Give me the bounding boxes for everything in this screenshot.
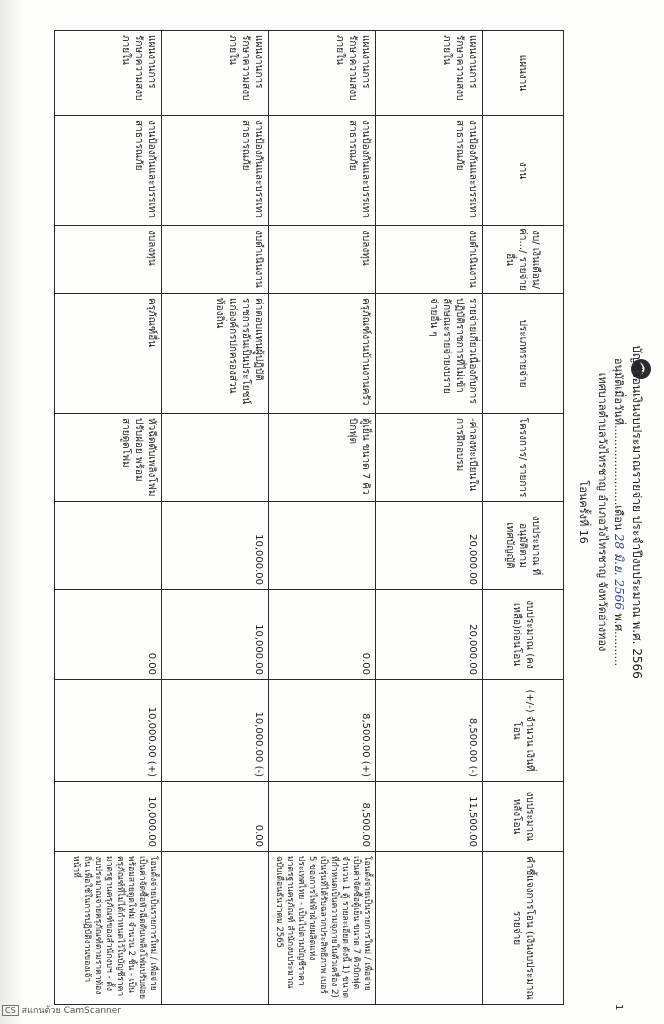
cell-transfer: 8,500.00 (-) — [376, 680, 483, 782]
cell-note — [376, 852, 483, 1005]
cell-budget-type: งบดำเนินงาน — [376, 226, 483, 294]
cell-after: 0.00 — [162, 782, 269, 852]
cell-expense-type: ครุภัณฑ์งานบ้านงานครัว — [269, 294, 376, 414]
table-row — [269, 31, 376, 1005]
col-header-note: คำชี้แจงการโอน (เงินงบประมาณรายจ่าย — [483, 852, 564, 1005]
cell-before: 0.00 — [55, 590, 162, 680]
cell-expense-type: ค่าตอบแทนผู้ปฏิบัติราชการอันเป็นประโยชน์แก่องค์กรปกครองส่วนท้องถิ่น — [162, 294, 269, 414]
handwritten-approval-date: 28 มิ.ย. 2566 — [612, 533, 626, 610]
cell-project: ตู้เย็น ขนาด 7 คิวบิกฟุต — [269, 414, 376, 502]
cell-expense-type: ครุภัณฑ์อื่น — [55, 294, 162, 414]
camscanner-watermark — [2, 1003, 121, 1017]
cell-approved: 10,000.00 — [162, 502, 269, 590]
cell-note: โอนตั้งจ่ายเป็นรายการใหม่ / เพื่อจ่ายเป็นค่าจัดซื้อตู้เย็น ขนาด 7 คิวบิกฟุต จำนวน 1 ตู้ รายละเอียด ดังนี้ 1) ขนาดที่กำหนดเป็นความจุภายในตัวเครื่อง 2) เป็นรุ่นที่ได้รับฉลากประสิทธิภาพ เบอร์ 5 ของการไฟฟ้าฝ่ายผลิตแห่งประเทศไทย - เป็นไปตามบัญชีราคามาตรฐานครุภัณฑ์ สำนักงบประมาณ ฉบับเดือนธันวาคม 2565 — [269, 852, 376, 1005]
cell-approved — [269, 502, 376, 590]
cell-after: 8,500.00 — [269, 782, 376, 852]
budget-transfer-table — [54, 30, 564, 1005]
cell-note — [162, 852, 269, 1005]
cell-budget-type: งบลงทุน — [55, 226, 162, 294]
cell-transfer: 8,500.00 (+) — [269, 680, 376, 782]
col-header-plan: แผนงาน — [483, 31, 564, 116]
cell-transfer: 10,000.00 (+) — [55, 680, 162, 782]
cell-plan: แผนงานการรักษาความสงบภายใน — [162, 31, 269, 116]
cell-plan: แผนงานการรักษาความสงบภายใน — [376, 31, 483, 116]
col-header-expense-type: ประเภทรายจ่าย — [483, 294, 564, 414]
cell-work: งานป้องกันและบรรเทาสาธารณภัย — [376, 116, 483, 226]
cell-note: โอนตั้งจ่ายเป็นรายการใหม่ / เพื่อจ่ายเป็นค่าจัดซื้อหัวฉีดดับเพลิงโฟมปรับฝอย พร้อมสายดูดโฟม จำนวน 2 ชิ้น - เป็นครุภัณฑ์ที่ไม่ได้กำหนดไว้ในบัญชีราคามาตรฐานครุภัณฑ์ของสำนักงบฯ - ตั้งงบประมาณจ่ายครุภัณฑ์ตามราคาท้องถิ่น เพื่อใช้ในการปฏิบัติงานของเจ้าหน้าที่ — [55, 852, 162, 1005]
cell-work: งานป้องกันและบรรเทาสาธารณภัย — [162, 116, 269, 226]
watermark-text: สแกนด้วย CamScanner — [21, 1006, 121, 1016]
table-row — [55, 31, 162, 1005]
cell-before: 0.00 — [269, 590, 376, 680]
cell-project: -ค่าลงทะเบียนในการฝึกอบรม — [376, 414, 483, 502]
organization-name: เทศบาลตำบลวังไทรชาญ อำเภอวังไทรชาญ จังหวัดอ่างทอง — [596, 372, 609, 652]
cell-project — [162, 414, 269, 502]
cell-before: 10,000.00 — [162, 590, 269, 680]
cell-approved: 20,000.00 — [376, 502, 483, 590]
cell-budget-type: งบลงทุน — [269, 226, 376, 294]
col-header-approved: งบประมาณ ที่อนุมัติตาม เทศบัญญัติ — [483, 502, 564, 590]
page-number: 1 — [613, 1004, 624, 1011]
camscanner-logo-icon: CS — [2, 1005, 19, 1016]
cell-project: หัวฉีดดับเพลิงโฟมปรับฝอย พร้อมสายดูดโฟม — [55, 414, 162, 502]
col-header-before: งบประมาณ (คงเหลือ)ก่อนโอน — [483, 590, 564, 680]
transfer-number: โอนครั้งที่ 16 — [577, 480, 590, 544]
cell-budget-type: งบดำเนินงาน — [162, 226, 269, 294]
cell-expense-type: รายจ่ายเกี่ยวเนื่องกับการปฏิบัติราชการที่ไม่เข้าลักษณะรายจ่ายงบรายจ่ายอื่น ๆ — [376, 294, 483, 414]
col-header-budget-type: งบ/ เงินเดือน/ ค่า.../ รายจ่ายอื่น — [483, 226, 564, 294]
cell-approved — [55, 502, 162, 590]
col-header-project: โครงการ/ รายการ — [483, 414, 564, 502]
cell-transfer: 10,000.00 (-) — [162, 680, 269, 782]
cell-plan: แผนงานการรักษาความสงบภายใน — [55, 31, 162, 116]
cell-after: 11,500.00 — [376, 782, 483, 852]
cell-work: งานป้องกันและบรรเทาสาธารณภัย — [55, 116, 162, 226]
table-row — [376, 31, 483, 1005]
cell-plan: แผนงานการรักษาความสงบภายใน — [269, 31, 376, 116]
table-row — [162, 31, 269, 1005]
cell-before: 20,000.00 — [376, 590, 483, 680]
cell-after: 10,000.00 — [55, 782, 162, 852]
document-title: บัญชีโอนเงินงบประมาณรายจ่าย ประจำปีงบประมาณ พ.ศ. 2566 — [630, 345, 644, 679]
table-header-row — [483, 31, 564, 1005]
cell-work: งานป้องกันและบรรเทาสาธารณภัย — [269, 116, 376, 226]
col-header-transfer: (+/-) จำนวน เงินที่โอน — [483, 680, 564, 782]
col-header-work: งาน — [483, 116, 564, 226]
approval-prefix: อนุมัติเมื่อวันที่.......................เดือน — [612, 357, 625, 531]
approval-suffix: พ.ศ.......... — [612, 613, 625, 667]
approval-line — [611, 0, 626, 1024]
col-header-after: งบประมาณ หลังโอน — [483, 782, 564, 852]
